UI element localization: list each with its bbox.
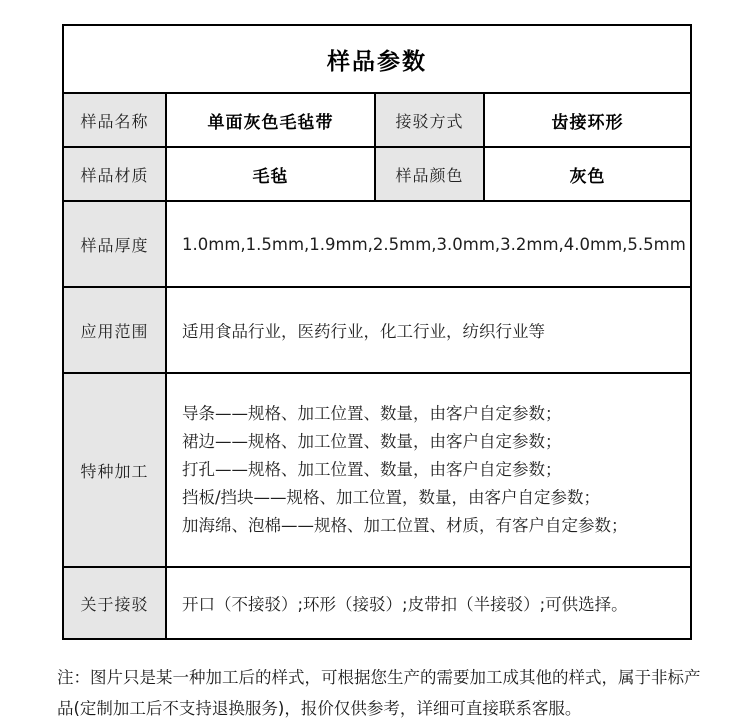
- value-about-joint: 开口（不接驳）;环形（接驳）;皮带扣（半接驳）;可供选择。: [166, 567, 691, 639]
- value-application-scope: 适用食品行业，医药行业，化工行业，纺织行业等: [166, 287, 691, 373]
- table-row-material-color: [63, 147, 691, 201]
- label-special-processing: 特种加工: [63, 373, 166, 567]
- table-row-application: [63, 287, 691, 373]
- value-sample-name: 单面灰色毛毡带: [166, 93, 375, 147]
- special-processing-line: 导条——规格、加工位置、数量，由客户自定参数；: [182, 404, 562, 423]
- footer-note: 注：图片只是某一种加工后的样式，可根据您生产的需要加工成其他的样式，属于非标产品(定制加工后不支持退换服务)，报价仅供参考，详细可直接联系客服。: [57, 668, 701, 718]
- special-processing-line: 打孔——规格、加工位置、数量，由客户自定参数；: [182, 460, 562, 479]
- special-processing-line: 挡板/挡块——规格、加工位置，数量，由客户自定参数；: [182, 488, 601, 507]
- special-processing-line: 加海绵、泡棉——规格、加工位置、材质，有客户自定参数；: [182, 516, 628, 535]
- table-row-about-joint: [63, 567, 691, 639]
- label-sample-material: 样品材质: [63, 147, 166, 201]
- label-about-joint: 关于接驳: [63, 567, 166, 639]
- table-row-special-processing: [63, 373, 691, 567]
- value-sample-material: 毛毡: [166, 147, 375, 201]
- label-application-scope: 应用范围: [63, 287, 166, 373]
- page-title: 样品参数: [63, 25, 691, 93]
- value-sample-color: 灰色: [484, 147, 691, 201]
- value-special-processing: [166, 373, 691, 567]
- value-joint-method: 齿接环形: [484, 93, 691, 147]
- title-row: [63, 25, 691, 93]
- label-sample-color: 样品颜色: [375, 147, 484, 201]
- label-sample-name: 样品名称: [63, 93, 166, 147]
- special-processing-line: 裙边——规格、加工位置、数量，由客户自定参数；: [182, 432, 562, 451]
- table-row-name-joint: [63, 93, 691, 147]
- label-sample-thickness: 样品厚度: [63, 201, 166, 287]
- label-joint-method: 接驳方式: [375, 93, 484, 147]
- value-sample-thickness: 1.0mm,1.5mm,1.9mm,2.5mm,3.0mm,3.2mm,4.0mm,5.5mm: [166, 201, 691, 287]
- table-row-thickness: [63, 201, 691, 287]
- spec-table: [62, 24, 692, 640]
